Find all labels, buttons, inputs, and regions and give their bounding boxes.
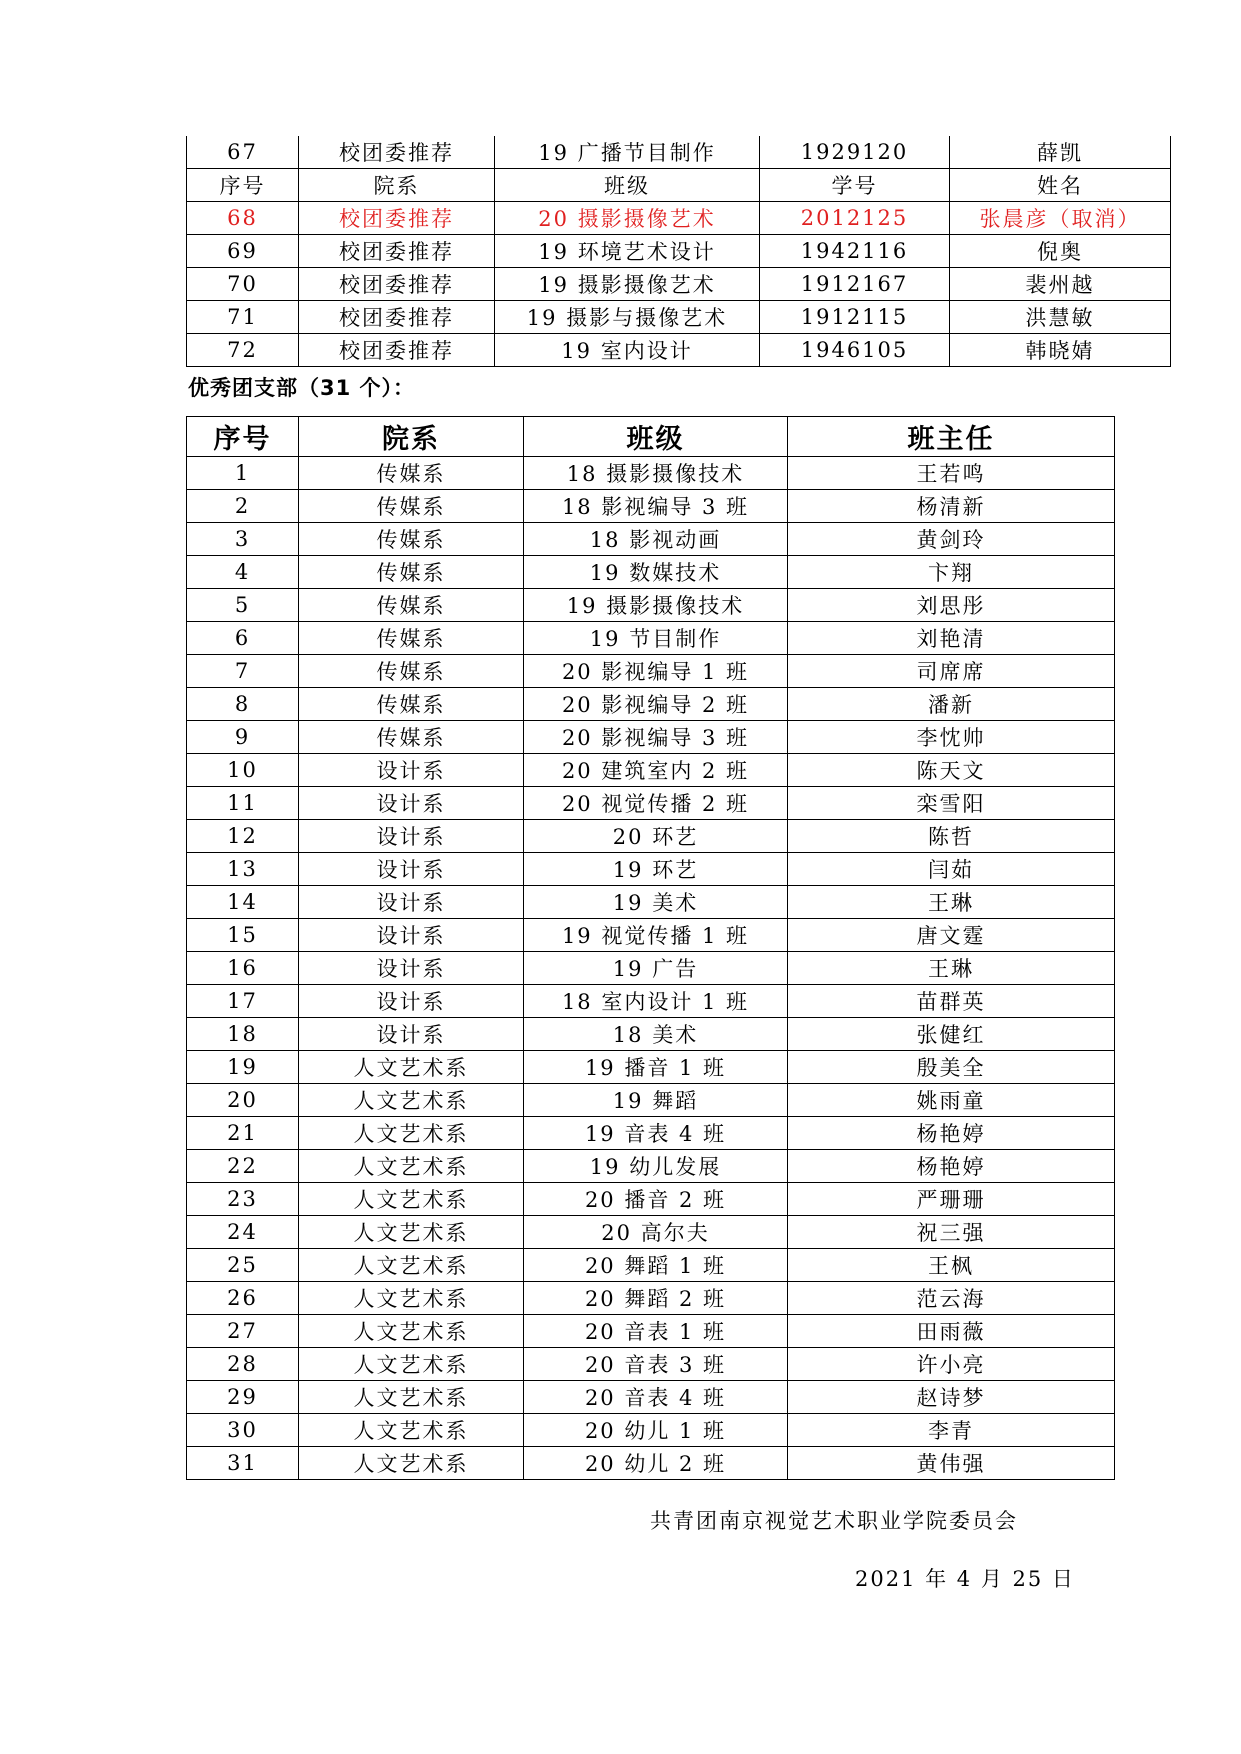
cell-no: 17 (187, 985, 299, 1018)
cell-class: 20 幼儿 2 班 (524, 1447, 788, 1480)
issuing-organization: 共青团南京视觉艺术职业学院委员会 (650, 1509, 1018, 1533)
cell-class: 19 环艺 (524, 853, 788, 886)
table-row (187, 457, 1115, 490)
cell-teacher: 李忱帅 (788, 721, 1115, 754)
cell-class: 19 节目制作 (524, 622, 788, 655)
cell-name: 张晨彦（取消） (950, 202, 1171, 235)
cell-no: 20 (187, 1084, 299, 1117)
cell-dept: 设计系 (299, 853, 524, 886)
cell-dept: 人文艺术系 (299, 1381, 524, 1414)
cell-dept: 校团委推荐 (299, 202, 495, 235)
cell-dept: 传媒系 (299, 556, 524, 589)
cell-no: 28 (187, 1348, 299, 1381)
cell-dept: 设计系 (299, 754, 524, 787)
cell-dept: 院系 (299, 169, 495, 202)
cell-teacher: 苗群英 (788, 985, 1115, 1018)
table-row (187, 1447, 1115, 1480)
cell-no: 30 (187, 1414, 299, 1447)
table-row (187, 490, 1115, 523)
cell-dept: 设计系 (299, 985, 524, 1018)
cell-class: 19 数媒技术 (524, 556, 788, 589)
cell-dept: 传媒系 (299, 688, 524, 721)
table-row (187, 1018, 1115, 1051)
cell-no: 18 (187, 1018, 299, 1051)
table-row (187, 268, 1171, 301)
table-row (187, 853, 1115, 886)
cell-class: 20 建筑室内 2 班 (524, 754, 788, 787)
cell-teacher: 闫茹 (788, 853, 1115, 886)
table-row (187, 556, 1115, 589)
table-row (187, 787, 1115, 820)
table-row (187, 1348, 1115, 1381)
cell-name: 姓名 (950, 169, 1171, 202)
cell-teacher: 栾雪阳 (788, 787, 1115, 820)
table-row (187, 1414, 1115, 1447)
cell-no: 31 (187, 1447, 299, 1480)
table-row (187, 655, 1115, 688)
cell-class: 20 音表 1 班 (524, 1315, 788, 1348)
cell-no: 21 (187, 1117, 299, 1150)
recommended-members-table (186, 136, 1171, 367)
cell-teacher: 李青 (788, 1414, 1115, 1447)
cell-class: 19 摄影与摄像艺术 (495, 301, 760, 334)
cell-teacher: 范云海 (788, 1282, 1115, 1315)
cell-teacher: 王琳 (788, 886, 1115, 919)
cell-class: 19 广告 (524, 952, 788, 985)
cell-class: 20 高尔夫 (524, 1216, 788, 1249)
cell-dept: 传媒系 (299, 622, 524, 655)
cell-no: 9 (187, 721, 299, 754)
cell-dept: 校团委推荐 (299, 268, 495, 301)
table-header-row (187, 417, 1115, 457)
cell-class: 19 幼儿发展 (524, 1150, 788, 1183)
cell-no: 23 (187, 1183, 299, 1216)
cell-teacher: 田雨薇 (788, 1315, 1115, 1348)
table-row (187, 886, 1115, 919)
cell-teacher: 王琳 (788, 952, 1115, 985)
cell-dept: 人文艺术系 (299, 1282, 524, 1315)
cell-class: 19 播音 1 班 (524, 1051, 788, 1084)
cell-teacher: 祝三强 (788, 1216, 1115, 1249)
cell-dept: 人文艺术系 (299, 1150, 524, 1183)
cell-no: 71 (187, 301, 299, 334)
cell-teacher: 赵诗梦 (788, 1381, 1115, 1414)
cell-no: 67 (187, 136, 299, 169)
cell-teacher: 黄剑玲 (788, 523, 1115, 556)
cell-teacher: 杨清新 (788, 490, 1115, 523)
cell-no: 序号 (187, 169, 299, 202)
cell-no: 72 (187, 334, 299, 367)
cell-no: 16 (187, 952, 299, 985)
cell-class: 20 视觉传播 2 班 (524, 787, 788, 820)
table-row (187, 721, 1115, 754)
cell-teacher: 唐文霆 (788, 919, 1115, 952)
table-row (187, 1315, 1115, 1348)
cell-dept: 人文艺术系 (299, 1084, 524, 1117)
cell-dept: 人文艺术系 (299, 1216, 524, 1249)
table-row (187, 202, 1171, 235)
cell-teacher: 杨艳婷 (788, 1150, 1115, 1183)
cell-dept: 传媒系 (299, 721, 524, 754)
cell-dept: 人文艺术系 (299, 1051, 524, 1084)
cell-name: 裴州越 (950, 268, 1171, 301)
table-row (187, 235, 1171, 268)
cell-class: 20 影视编导 1 班 (524, 655, 788, 688)
cell-name: 韩晓婧 (950, 334, 1171, 367)
table-row (187, 1282, 1115, 1315)
table-row (187, 985, 1115, 1018)
cell-id: 1929120 (760, 136, 950, 169)
cell-class: 19 环境艺术设计 (495, 235, 760, 268)
cell-dept: 设计系 (299, 886, 524, 919)
cell-dept: 人文艺术系 (299, 1348, 524, 1381)
cell-class: 20 舞蹈 2 班 (524, 1282, 788, 1315)
cell-class: 19 音表 4 班 (524, 1117, 788, 1150)
cell-class: 20 舞蹈 1 班 (524, 1249, 788, 1282)
cell-dept: 人文艺术系 (299, 1447, 524, 1480)
cell-no: 1 (187, 457, 299, 490)
cell-class: 19 摄影摄像艺术 (495, 268, 760, 301)
cell-no: 4 (187, 556, 299, 589)
cell-no: 14 (187, 886, 299, 919)
header-no: 序号 (187, 417, 299, 457)
cell-class: 18 影视编导 3 班 (524, 490, 788, 523)
table-row (187, 1216, 1115, 1249)
table-row (187, 1381, 1115, 1414)
header-dept: 院系 (299, 417, 524, 457)
cell-name: 倪奥 (950, 235, 1171, 268)
cell-class: 19 美术 (524, 886, 788, 919)
excellent-branches-table (186, 416, 1115, 1480)
cell-dept: 设计系 (299, 787, 524, 820)
table-row (187, 136, 1171, 169)
cell-teacher: 司席席 (788, 655, 1115, 688)
cell-dept: 传媒系 (299, 589, 524, 622)
table-row (187, 169, 1171, 202)
table-row (187, 301, 1171, 334)
table-row (187, 1117, 1115, 1150)
cell-class: 20 播音 2 班 (524, 1183, 788, 1216)
cell-no: 70 (187, 268, 299, 301)
cell-id: 1912167 (760, 268, 950, 301)
cell-teacher: 刘艳清 (788, 622, 1115, 655)
cell-no: 3 (187, 523, 299, 556)
cell-name: 洪慧敏 (950, 301, 1171, 334)
cell-teacher: 殷美全 (788, 1051, 1115, 1084)
cell-no: 69 (187, 235, 299, 268)
table-row (187, 523, 1115, 556)
table-row (187, 688, 1115, 721)
cell-teacher: 姚雨童 (788, 1084, 1115, 1117)
cell-no: 6 (187, 622, 299, 655)
cell-teacher: 陈天文 (788, 754, 1115, 787)
cell-class: 20 影视编导 2 班 (524, 688, 788, 721)
table-row (187, 334, 1171, 367)
cell-class: 19 室内设计 (495, 334, 760, 367)
cell-no: 10 (187, 754, 299, 787)
header-teacher: 班主任 (788, 417, 1115, 457)
cell-teacher: 杨艳婷 (788, 1117, 1115, 1150)
cell-no: 13 (187, 853, 299, 886)
cell-no: 68 (187, 202, 299, 235)
cell-no: 27 (187, 1315, 299, 1348)
cell-teacher: 卞翔 (788, 556, 1115, 589)
cell-no: 24 (187, 1216, 299, 1249)
cell-class: 20 音表 3 班 (524, 1348, 788, 1381)
cell-no: 22 (187, 1150, 299, 1183)
cell-class: 20 影视编导 3 班 (524, 721, 788, 754)
issue-date: 2021 年 4 月 25 日 (855, 1567, 1075, 1591)
table-row (187, 919, 1115, 952)
cell-no: 8 (187, 688, 299, 721)
cell-dept: 人文艺术系 (299, 1183, 524, 1216)
cell-teacher: 张健红 (788, 1018, 1115, 1051)
cell-no: 2 (187, 490, 299, 523)
table-row (187, 1051, 1115, 1084)
table-row (187, 820, 1115, 853)
cell-no: 5 (187, 589, 299, 622)
cell-class: 18 室内设计 1 班 (524, 985, 788, 1018)
cell-teacher: 刘思彤 (788, 589, 1115, 622)
cell-dept: 传媒系 (299, 655, 524, 688)
cell-dept: 校团委推荐 (299, 235, 495, 268)
cell-class: 19 视觉传播 1 班 (524, 919, 788, 952)
cell-class: 班级 (495, 169, 760, 202)
cell-class: 19 广播节目制作 (495, 136, 760, 169)
cell-dept: 人文艺术系 (299, 1249, 524, 1282)
cell-no: 25 (187, 1249, 299, 1282)
cell-id: 1946105 (760, 334, 950, 367)
cell-no: 15 (187, 919, 299, 952)
cell-dept: 设计系 (299, 820, 524, 853)
cell-dept: 人文艺术系 (299, 1414, 524, 1447)
cell-id: 学号 (760, 169, 950, 202)
cell-class: 18 美术 (524, 1018, 788, 1051)
cell-dept: 人文艺术系 (299, 1117, 524, 1150)
cell-class: 20 音表 4 班 (524, 1381, 788, 1414)
cell-no: 7 (187, 655, 299, 688)
cell-dept: 设计系 (299, 1018, 524, 1051)
cell-no: 19 (187, 1051, 299, 1084)
cell-id: 1912115 (760, 301, 950, 334)
cell-dept: 校团委推荐 (299, 334, 495, 367)
cell-teacher: 王枫 (788, 1249, 1115, 1282)
cell-class: 20 环艺 (524, 820, 788, 853)
cell-dept: 传媒系 (299, 523, 524, 556)
cell-dept: 传媒系 (299, 457, 524, 490)
section-title: 优秀团支部（31 个）： (188, 376, 416, 400)
table-row (187, 1084, 1115, 1117)
cell-no: 29 (187, 1381, 299, 1414)
cell-class: 18 影视动画 (524, 523, 788, 556)
table-row (187, 1249, 1115, 1282)
table-row (187, 622, 1115, 655)
table-row (187, 1183, 1115, 1216)
table-row (187, 952, 1115, 985)
cell-teacher: 许小亮 (788, 1348, 1115, 1381)
table-row (187, 1150, 1115, 1183)
cell-class: 20 幼儿 1 班 (524, 1414, 788, 1447)
table-row (187, 589, 1115, 622)
cell-class: 20 摄影摄像艺术 (495, 202, 760, 235)
cell-teacher: 王若鸣 (788, 457, 1115, 490)
cell-teacher: 黄伟强 (788, 1447, 1115, 1480)
cell-teacher: 潘新 (788, 688, 1115, 721)
cell-class: 19 摄影摄像技术 (524, 589, 788, 622)
header-class: 班级 (524, 417, 788, 457)
cell-teacher: 陈哲 (788, 820, 1115, 853)
table-row (187, 754, 1115, 787)
cell-no: 11 (187, 787, 299, 820)
cell-no: 26 (187, 1282, 299, 1315)
cell-dept: 人文艺术系 (299, 1315, 524, 1348)
cell-class: 19 舞蹈 (524, 1084, 788, 1117)
cell-dept: 校团委推荐 (299, 136, 495, 169)
cell-name: 薛凯 (950, 136, 1171, 169)
cell-class: 18 摄影摄像技术 (524, 457, 788, 490)
cell-id: 1942116 (760, 235, 950, 268)
cell-dept: 传媒系 (299, 490, 524, 523)
cell-id: 2012125 (760, 202, 950, 235)
cell-dept: 设计系 (299, 952, 524, 985)
cell-dept: 校团委推荐 (299, 301, 495, 334)
cell-dept: 设计系 (299, 919, 524, 952)
cell-teacher: 严珊珊 (788, 1183, 1115, 1216)
cell-no: 12 (187, 820, 299, 853)
